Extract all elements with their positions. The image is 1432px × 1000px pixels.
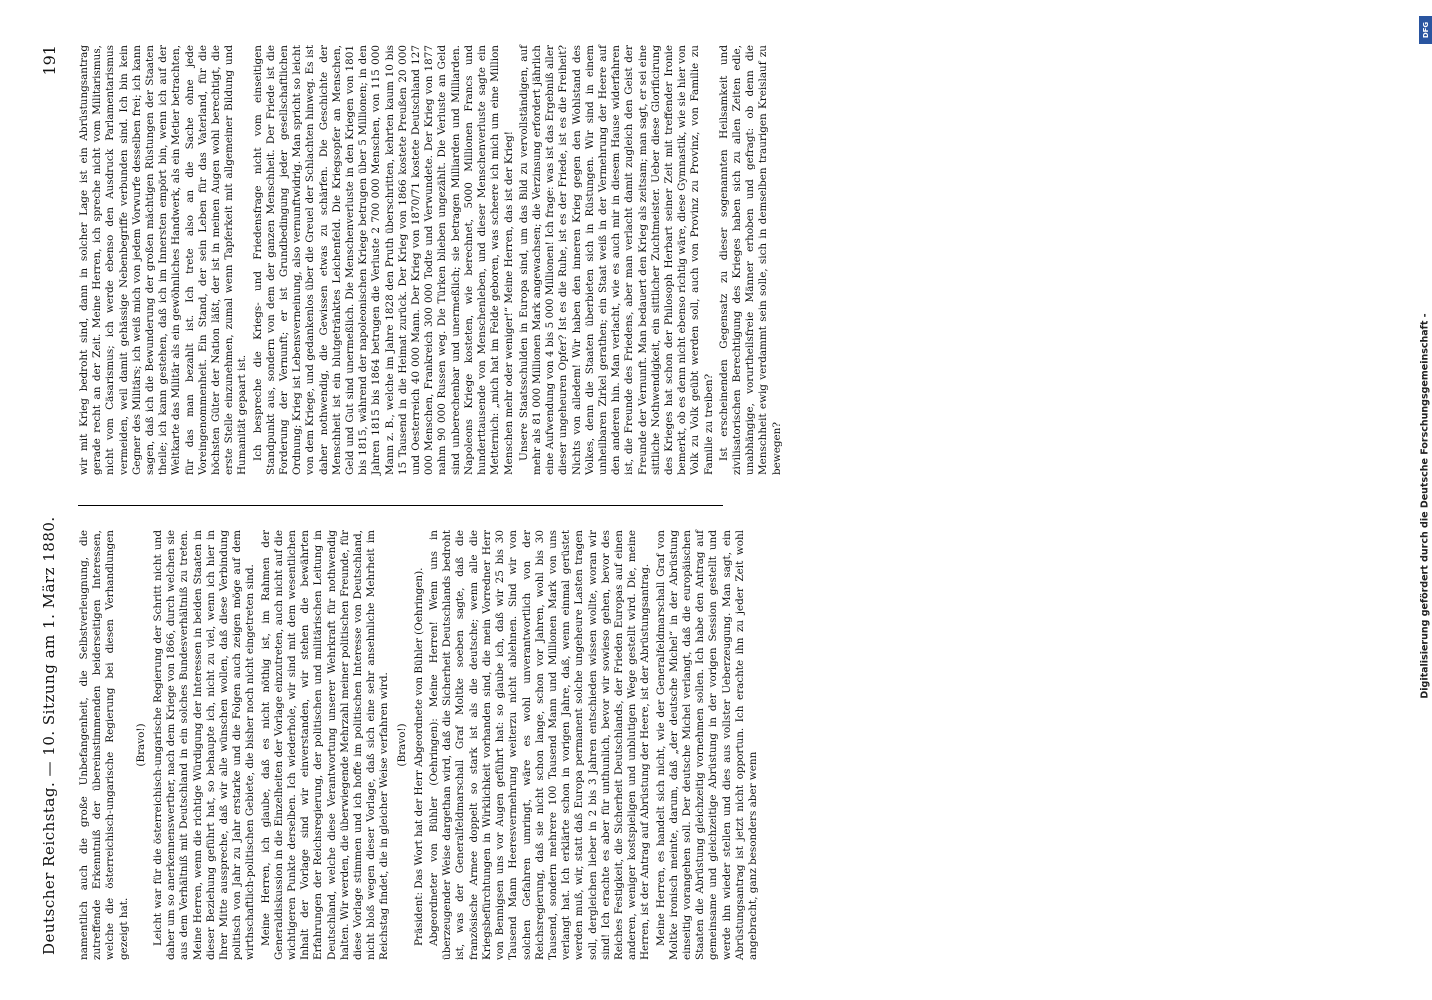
paragraph: namentlich auch die große Unbefangenheit, die Selbstverleugnung, die zutreffende Erkenntniß der übereinstimmenden beiderseitigen Interessen, welche die österreichisch-ungarische Regierung bei diesen Verhandlungen gezeigt hat.	[78, 530, 130, 960]
dfg-logo	[1419, 16, 1432, 44]
applause-note: (Bravo!)	[134, 723, 147, 767]
paragraph: Leicht war für die österreichisch-ungarische Regierung der Schritt nicht und daher um so anerkennenswerther, nach dem Kriege von 1866, durch welchen sie aus dem Verhältniß mit Deutschland in ein solches Bundesverhältniß zu treten. Meine Herren, wenn die richtige Würdigung der Interessen in beiden Staaten in dieser Beziehung geführt hat, so behaupte ich, nicht zu viel, wenn ich hier in Ihrer Mitte ausspreche, daß wir alle wünschen wollen, daß diese Verbindung politisch von Jahr zu Jahr erstarke und die Folgen auch zeigen möge auf dem wirthschaftlich-politischen Gebiete, die bisher noch nicht eingetreten sind.	[152, 530, 257, 960]
dfg-funding-notice: Digitalisierung gefördert durch die Deutsche Forschungsgemeinschaft -	[1419, 313, 1431, 699]
dfg-logo-text: DFG	[1421, 21, 1430, 39]
paragraph: Unsere Staatsschulden in Europa sind, um das Bild zu vervollständigen, auf mehr als 81 000 Millionen Mark angewachsen; die Verzinsung erfordert jährlich eine Aufwendung von 4 bis 5 000 Millionen! Ich frage: was ist das Ergebniß aller dieser ungeheuren Opfer? Ist es die Ruhe, ist es der Friede, ist es die Freiheit? Nichts von alledem! Wir haben den inneren Krieg gegen den Wohlstand des Volkes, denn die Staaten überbieten sich in Rüstungen. Wir sind in einem unheilbaren Zirkel gerathen; ein Staat weiß in der Vermehrung der Heere auf den anderen hin. Man verlacht, wie es auch mir in diesem Hause widerfahren ist, die Freunde des Friedens, aber man verlacht damit zugleich den Geist der Freunde der Vernunft. Man bedauert den Krieg als zeitsam; man sagt, er sei eine sittliche Nothwendigkeit, ein sittlicher Zuchtmeister. Ueber diese Glorificirung des Krieges hat schon der Philosoph Herbart seiner Zeit mit treffender Ironie bemerkt, ob es denn nicht ebenso richtig wäre, diese Gymnastik, wie sie hier von Volk zu Volk geübt werden soll, auch von Provinz zu Provinz, von Familie zu Familie zu treiben?	[517, 45, 715, 475]
applause-note: (Bravo!)	[395, 723, 408, 767]
paragraph: Ich bespreche die Kriegs- und Friedensfrage nicht vom einseitigen Standpunkt aus, sondern von dem der ganzen Menschheit. Der Friede ist die Forderung der Vernunft; er ist Grundbedingung jeder gesellschaftlichen Ordnung; Krieg ist Lebensverneinung, also vernunftwidrig. Man spricht so leicht von dem Kriege, und gedankenlos über die Greuel der Schlachten hinweg. Es ist daher nothwendig, die Gewissen etwas zu schärfen. Die Geschichte der Menschheit ist ein blutgetränktes Leichenfeld. Die Kriegsopfer an Menschen, Geld und Gut sind unermeßlich. Die Menschenverluste in den Kriegen von 1801 bis 1815, während der napoleonischen Kriege betrugen über 5 Millionen; in den Jahren 1815 bis 1864 betrugen die Verluste 2 700 000 Menschen, von 115 000 Mann z. B., welche im Jahre 1828 den Pruth überschritten, kehrten kaum 10 bis 15 Tausend in die Heimat zurück. Der Krieg von 1866 kostete Preußen 20 000 und Oesterreich 40 000 Mann. Der Krieg von 1870/71 kostete Deutschland 127 000 Menschen, Frankreich 300 000 Todte und Verwundete. Der Krieg von 1877 nahm 90 000 Russen weg. Die Türken blieben ungezählt. Die Verluste an Geld sind unberechenbar und unermeßlich; sie betragen Milliarden und Milliarden. Napoleons Kriege kosteten, wie berechnet, 5000 Millionen Francs und hunderttausende von Menschenleben, und dieser Menschenverluste sagte ein Metternich: „mich hat im Felde geboren, was scheere ich mich um eine Million Menschen mehr oder weniger!“ Meine Herren, das ist der Krieg!	[251, 45, 515, 475]
column-divider	[78, 505, 723, 506]
paragraph: wir mit Krieg bedroht sind, dann in solcher Lage ist ein Abrüstungsantrag gerade recht an der Zeit. Meine Herren, ich spreche nicht vom Militarismus, nicht vom Cäsarismus; ich werde ebenso den Ausdruck Parlamentarismus vermeiden, weil damit gehässige Nebenbegriffe verbunden sind. Ich bin kein Gegner des Militärs; ich weiß mich von jedem Vorwurfe desselben frei; ich kann sagen, daß ich die Bewunderung der großen mächtigen Rüstungen der Staaten theile; ich kann gestehen, daß ich im Innersten empört bin, wenn ich auf der Weltkarte das Militär als ein gewöhnliches Handwerk, als ein Metier betrachten, für das man bezahlt ist. Ich trete also an die Sache ohne jede Voreingenommenheit. Ein Stand, der sein Leben für das Vaterland, für die höchsten Güter der Nation läßt, der ist in meinen Augen wohl berechtigt, die erste Stelle einzunehmen, zumal wenn Tapferkeit mit allgemeiner Bildung und Humanität gepaart ist.	[78, 45, 249, 475]
right-text-column	[78, 45, 783, 475]
paragraph: Präsident: Das Wort hat der Herr Abgeordnete von Bühler (Oehringen).	[412, 567, 425, 946]
paragraph: Ist erscheinenden Gegensatz zu dieser sogenannten Heilsamkeit und zivilisatorischen Berechtigung des Krieges haben sich zu allen Zeiten edle, unabhängige, vorurtheilsfreie Männer erhoben und gefragt: ob denn die Menschheit ewig verdammt sein solle, sich in demselben traurigen Kreislauf zu bewegen?	[717, 45, 783, 475]
dfg-sidebar	[1419, 16, 1432, 1000]
page-header	[40, 45, 66, 955]
paragraph: Abgeordneter von Bühler (Oehringen): Meine Herren! Wenn uns in überzeugender Weise dargethan wird, daß die Sicherheit Deutschlands bedroht ist, was der Generalfeldmarschall Graf Moltke soeben sagte, daß die französische Armee doppelt so stark ist als die deutsche; wenn alle die Kriegsbefürchtungen in Wirklichkeit vorhanden sind, die mein Vorredner Herr von Bennigsen uns vor Augen geführt hat: so glaube ich, daß wir 25 bis 30 Tausend Mann Heeresvermehrung weiterzu nicht ablehnen. Sind wir von solchen Gefahren umringt, wäre es wohl unverantwortlich von der Reichsregierung, daß sie nicht schon lange, schon vor Jahren, wohl bis 30 Tausend, sondern mehrere 100 Tausend Mann und Millionen Mark von uns verlangt hat. Ich erklärte schon in vorigen Jahre, daß, wenn einmal gerüstet werden muß, wir, statt daß Europa permanent solche ungeheure Lasten tragen soll, dergleichen lieber in 2 bis 3 Jahren entschieden wissen wollte, woran wir sind! Ich erachte es aber für unthunlich, bevor wir sowieso gehen, bevor des Reiches Festigkeit, die Sicherheit Deutschlands, der Frieden Europas auf einen anderen, weniger kostspieligen und unblutigen Wege gestellt wird. Die, meine Herren, ist der Antrag auf Abrüstung der Heere, ist der Abrüstungsantrag.	[428, 530, 652, 960]
page-header-title: Deutscher Reichstag. — 10. Sitzung am 1. März 1880.	[40, 516, 58, 955]
paragraph: Meine Herren, es handelt sich nicht, wie der Generalfeldmarschall Graf von Moltke ironisch meinte, darum, daß „der deutsche Michel“ in der Abrüstung einseitig vorangehen soll. Der deutsche Michel verlangt, daß die europäischen Staaten die Abrüstung gleichzeitig vornehmen sollen. Ich habe den Antrag auf gemeinsame und gleichzeitige Abrüstung in der vorigen Session gestellt und werde ihn wieder stellen und dies aus vollster Ueberzeugung. Man sagt, ein Abrüstungsantrag ist jetzt nicht opportun. Ich erachte ihn zu jeder Zeit wohl angebracht, ganz besonders aber wenn	[654, 530, 759, 960]
paragraph: Meine Herren, ich glaube, daß es nicht nöthig ist, im Rahmen der Generaldiskussion in die Einzelheiten der Vorlage einzutreten, auch nicht auf die wichtigeren Punkte derselben. Ich wiederhole, wir sind mit dem wesentlichen Inhalt der Vorlage sind wir einverstanden, wir stehen die bewährten Erfahrungen der Reichsregierung, der politischen und militärischen Leitung in Deutschland, welche diese Verantwortung unserer Wehrkraft für nothwendig halten. Wir werden, die überwiegende Mehrzahl meiner politischen Freunde, für diese Vorlage stimmen und ich hoffe im politischen Interesse von Deutschland, nicht bloß wegen dieser Vorlage, daß sich eine sehr ansehnliche Mehrheit im Reichstag findet, die in gleicher Weise verfahren wird.	[259, 530, 391, 960]
page-number: 191	[40, 45, 59, 76]
left-text-column	[78, 530, 759, 960]
